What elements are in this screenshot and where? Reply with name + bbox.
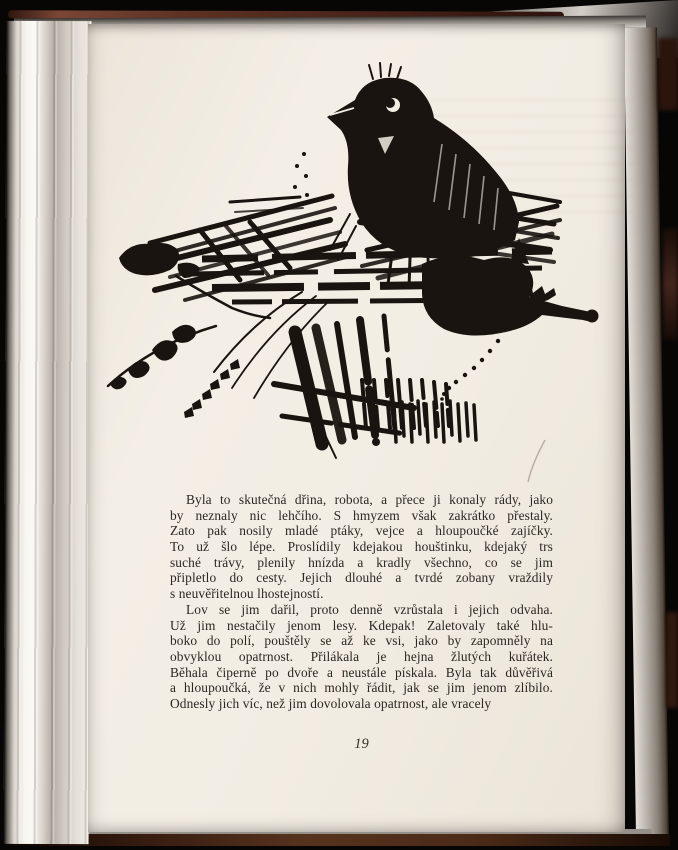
book-page bbox=[88, 24, 625, 832]
page-number: 19 bbox=[354, 736, 369, 752]
bird-nest-illustration bbox=[92, 54, 628, 488]
cover-reflection bbox=[663, 228, 678, 340]
bird-eye bbox=[385, 98, 395, 108]
text-line: Už jim nestačily jenom lesy. Kdepak! Zaletovaly také hlu- bbox=[170, 617, 553, 633]
cover-reflection bbox=[658, 38, 678, 110]
paragraph bbox=[170, 602, 553, 712]
text-line: připletlo do cesty. Jejich dlouhé a tvrdé zobany vraždily bbox=[170, 570, 553, 586]
text-line: boko do polí, pouštěly se až ke vsi, jako by zapomněly na bbox=[170, 633, 553, 649]
text-line: by neznaly nic lehčího. S hmyzem však zakrátko přestaly. bbox=[170, 507, 553, 523]
bird-body bbox=[327, 78, 519, 259]
text-line: s neuvěřitelnou lhostejností. bbox=[170, 586, 324, 602]
text-block bbox=[170, 492, 553, 712]
text-line: Byla to skutečná dřina, robota, a přece ji konaly rády, jako bbox=[186, 492, 553, 507]
trunk-strokes bbox=[274, 316, 449, 458]
text-line: Lov se jim dařil, proto denně vzrůstala i jejich odvaha. bbox=[186, 601, 553, 617]
text-line: obvyklou opatrnost. Přilákala je hejna žlutých kuřátek. bbox=[170, 648, 553, 664]
text-line: suché trávy, plenily hnízda a kradly všechno, co se jim bbox=[170, 554, 553, 570]
pen-scratch bbox=[528, 440, 545, 482]
text-line: Zato pak nosily mladé ptáky, vejce a hloupoučké zajíčky. bbox=[170, 523, 553, 539]
paragraph bbox=[170, 492, 553, 602]
page-fore-edges bbox=[4, 21, 92, 844]
text-line: Odnesly jich víc, než jim dovolovala opatrnost, ale vracely bbox=[170, 695, 492, 711]
dotted-trail bbox=[440, 328, 507, 401]
text-line: a hloupoučká, že v nich mohly řádit, jak se jim jenom zlíbilo. bbox=[170, 680, 553, 696]
book-cover-bottom-edge bbox=[6, 834, 670, 846]
text-line: To už šlo lépe. Proslídily kdejakou houštinku, kdejaký trs bbox=[170, 539, 553, 555]
bird-crest bbox=[369, 63, 401, 79]
ink-specks bbox=[293, 152, 309, 197]
cover-reflection bbox=[666, 612, 678, 708]
text-line: Běhala čiperně po dvoře a neustále pískala. Byla tak důvěřivá bbox=[170, 664, 553, 680]
